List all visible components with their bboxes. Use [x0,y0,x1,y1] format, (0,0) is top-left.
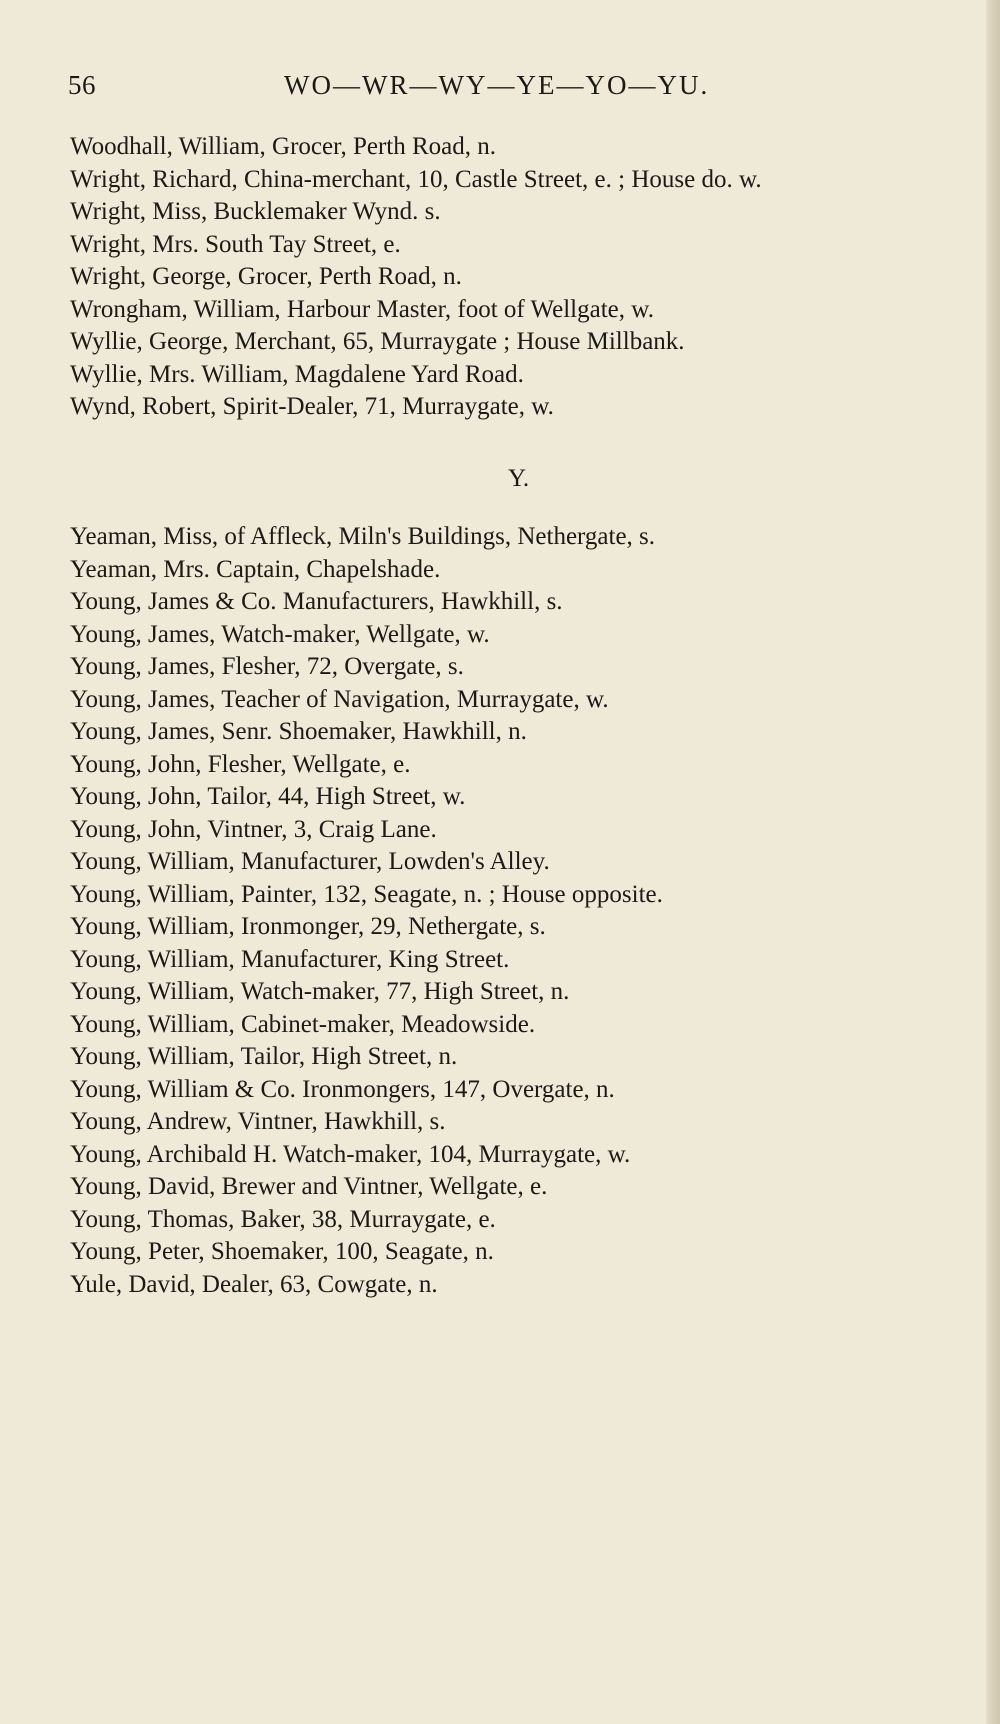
directory-entry: Young, James, Teacher of Navigation, Murraygate, w. [70,685,609,713]
directory-entry: Young, Thomas, Baker, 38, Murraygate, e. [70,1205,496,1233]
directory-entry: Young, John, Vintner, 3, Craig Lane. [70,815,437,843]
directory-entry: Young, Peter, Shoemaker, 100, Seagate, n. [70,1238,494,1265]
directory-entry: Young, John, Tailor, 44, High Street, w. [70,783,466,810]
directory-entry: Young, William, Cabinet-maker, Meadowside. [70,1010,536,1038]
directory-entry: Yule, David, Dealer, 63, Cowgate, n. [70,1270,438,1298]
directory-entry: Woodhall, William, Grocer, Perth Road, n. [70,133,496,160]
directory-entry: Wrongham, William, Harbour Master, foot of Wellgate, w. [70,295,654,323]
directory-entry: Young, James & Co. Manufacturers, Hawkhill, s. [70,588,563,615]
y-entries-list [70,521,663,1301]
directory-entry: Wright, Miss, Bucklemaker Wynd. s. [70,198,441,225]
page-header [68,70,768,110]
directory-entry: Young, William & Co. Ironmongers, 147, Overgate, n. [70,1075,615,1103]
running-head: WO—WR—WY—YE—YO—YU. [284,70,710,100]
directory-entry: Young, Andrew, Vintner, Hawkhill, s. [70,1108,446,1135]
page-edge-shadow [986,0,1000,1724]
page-number: 56 [68,70,96,100]
directory-entry: Yeaman, Mrs. Captain, Chapelshade. [70,555,441,583]
directory-entry: Wyllie, Mrs. William, Magdalene Yard Road. [70,360,524,388]
directory-entry: Young, Archibald H. Watch-maker, 104, Murraygate, w. [70,1140,631,1168]
directory-entry: Young, William, Manufacturer, Lowden's Alley. [70,848,550,875]
directory-entry: Young, John, Flesher, Wellgate, e. [70,750,411,778]
w-entries-list [70,131,762,424]
directory-entry: Young, William, Manufacturer, King Street. [70,945,510,973]
directory-entry: Wright, George, Grocer, Perth Road, n. [70,263,462,290]
directory-entry: Young, David, Brewer and Vintner, Wellgate, e. [70,1173,548,1200]
directory-entry: Yeaman, Miss, of Affleck, Miln's Buildings, Nethergate, s. [70,523,656,550]
directory-entry: Young, William, Watch-maker, 77, High Street, n. [70,978,570,1005]
directory-entry: Wright, Mrs. South Tay Street, e. [70,230,401,258]
directory-entry: Wyllie, George, Merchant, 65, Murraygate ; House Millbank. [70,328,685,355]
directory-entry: Young, William, Ironmonger, 29, Nethergate, s. [70,913,546,940]
directory-entry: Wright, Richard, China-merchant, 10, Castle Street, e. ; House do. w. [70,165,762,193]
directory-entry: Young, James, Flesher, 72, Overgate, s. [70,653,464,680]
section-letter-y: Y. [508,465,530,492]
directory-entry: Young, James, Watch-maker, Wellgate, w. [70,620,490,648]
directory-entry: Young, James, Senr. Shoemaker, Hawkhill, n. [70,718,527,745]
directory-entry: Young, William, Tailor, High Street, n. [70,1043,458,1070]
directory-entry: Wynd, Robert, Spirit-Dealer, 71, Murraygate, w. [70,393,554,420]
directory-entry: Young, William, Painter, 132, Seagate, n. ; House opposite. [70,880,663,908]
